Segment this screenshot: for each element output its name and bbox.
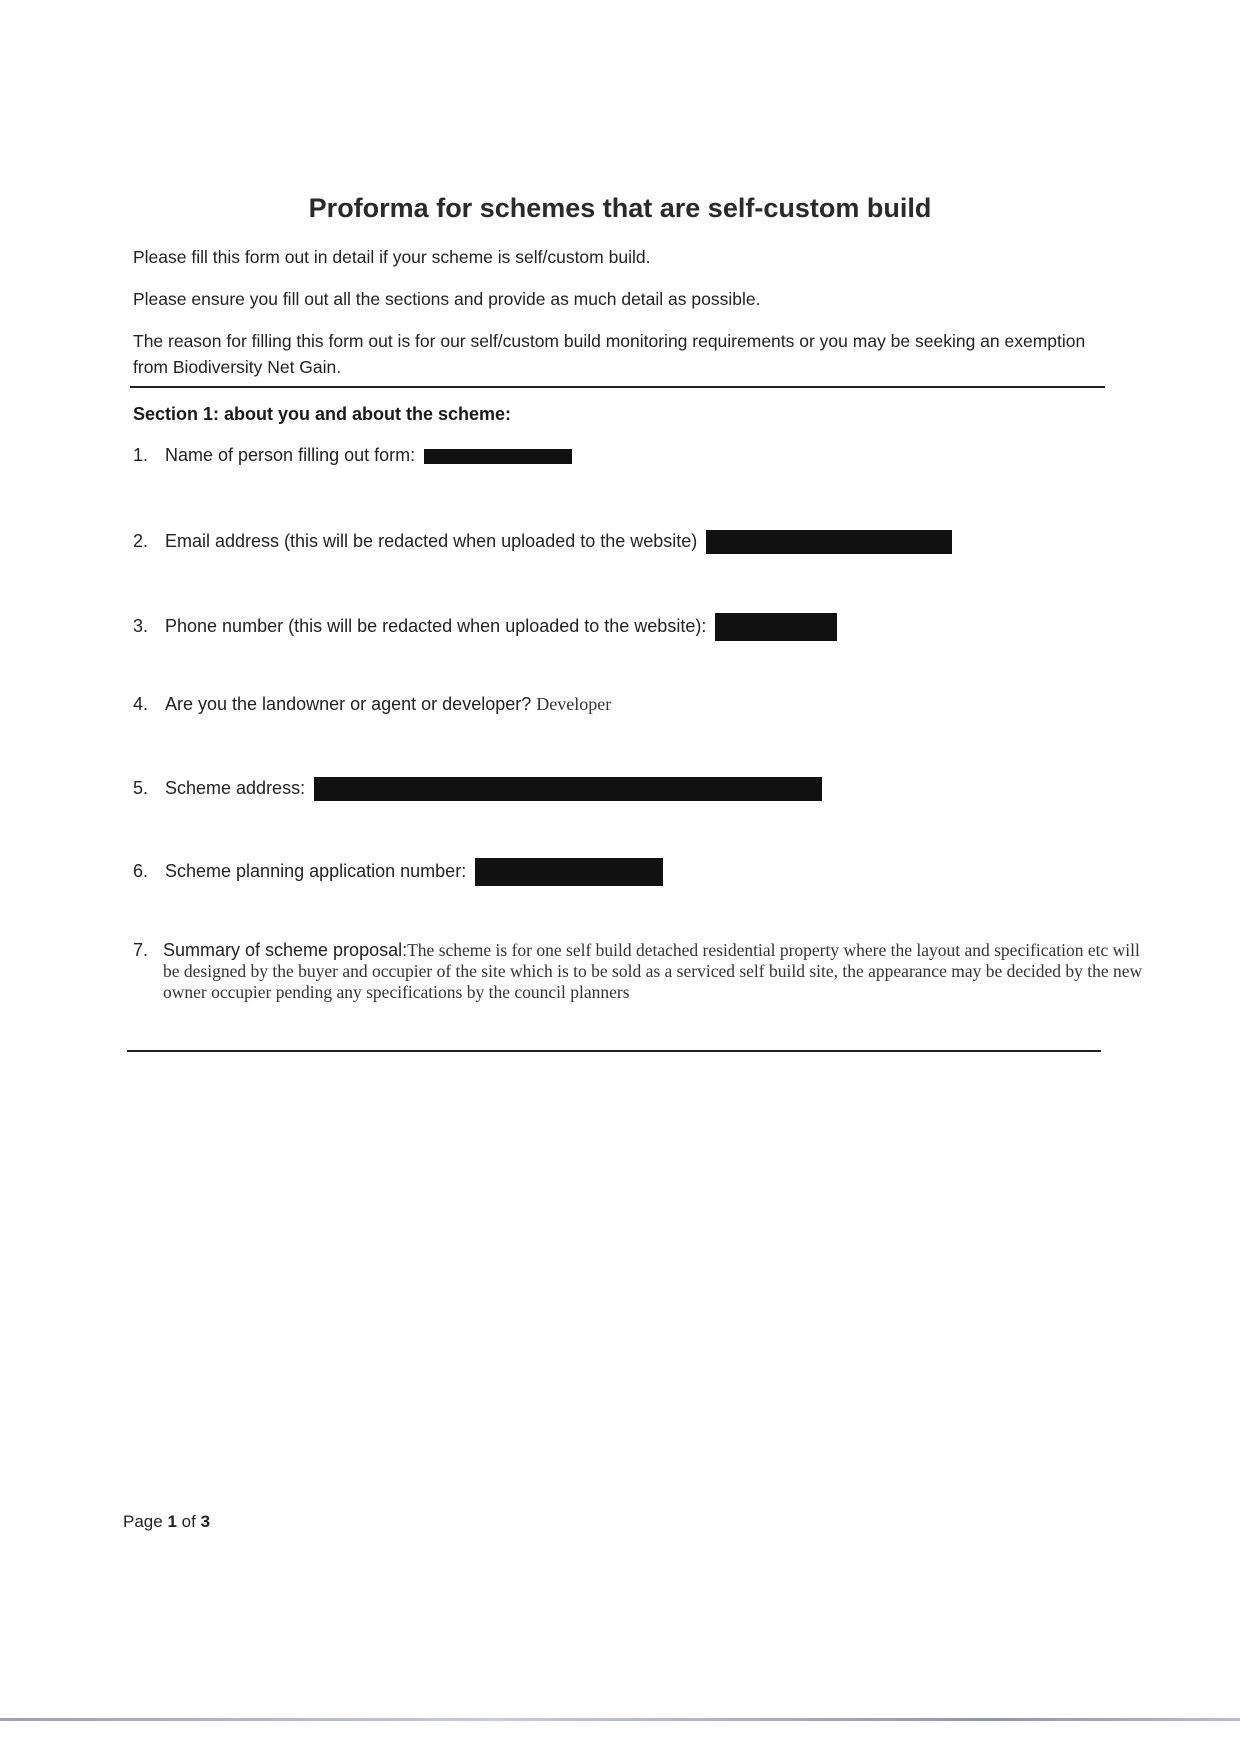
redaction-box [475,858,663,886]
question-label: Scheme address: [165,777,306,798]
page-number [123,1512,210,1532]
redaction-box [314,777,822,801]
question-label: Scheme planning application number: [165,860,467,881]
question-label: Are you the landowner or agent or developer? [165,694,532,714]
question-label: Summary of scheme proposal: [163,940,408,960]
section-divider-bottom [127,1050,1101,1052]
question-label: Phone number (this will be redacted when uploaded to the website): [165,615,707,636]
document-title: Proforma for schemes that are self-custom build [308,193,932,223]
scan-edge-line [0,1718,1240,1721]
intro-paragraph-1: Please fill this form out in detail if your scheme is self/custom build. [133,247,651,267]
question-scheme-address [133,777,1123,801]
question-answer: Developer [536,694,612,714]
page-label: Page [123,1512,163,1531]
question-number: 5. [133,777,149,798]
section-heading: Section 1: about you and about the scheme: [133,404,512,424]
page-current: 1 [167,1512,177,1531]
question-email [133,530,1123,554]
question-answer: The scheme is for one self build detached residential property where the layout and specification etc will be designed by the buyer and occupier of the site which is to be sold as a serviced self build site, the appearance may be decided by the new owner occupier pending any specifications by the council planners [163,940,1143,1002]
question-label: Name of person filling out form: [165,445,416,465]
question-number: 7. [133,940,149,960]
intro-paragraph-3: The reason for filling this form out is for our self/custom build monitoring requirements or you may be seeking an exemption from Biodiversity Net Gain. [133,331,1086,377]
question-number: 2. [133,530,149,551]
intro-paragraph-2: Please ensure you fill out all the sections and provide as much detail as possible. [133,289,761,309]
question-role [133,694,1123,715]
question-number: 6. [133,860,149,881]
redaction-box [706,530,952,554]
question-number: 3. [133,615,149,636]
page-total: 3 [200,1512,211,1531]
question-phone [133,613,1123,641]
question-name [133,445,1123,466]
question-number: 4. [133,694,149,714]
page-of: of [181,1512,196,1531]
question-label: Email address (this will be redacted when uploaded to the website) [165,530,698,551]
redaction-box [715,613,837,641]
question-application-number [133,858,1123,886]
redaction-box [424,449,572,464]
question-number: 1. [133,445,149,465]
section-divider-top [130,386,1105,388]
